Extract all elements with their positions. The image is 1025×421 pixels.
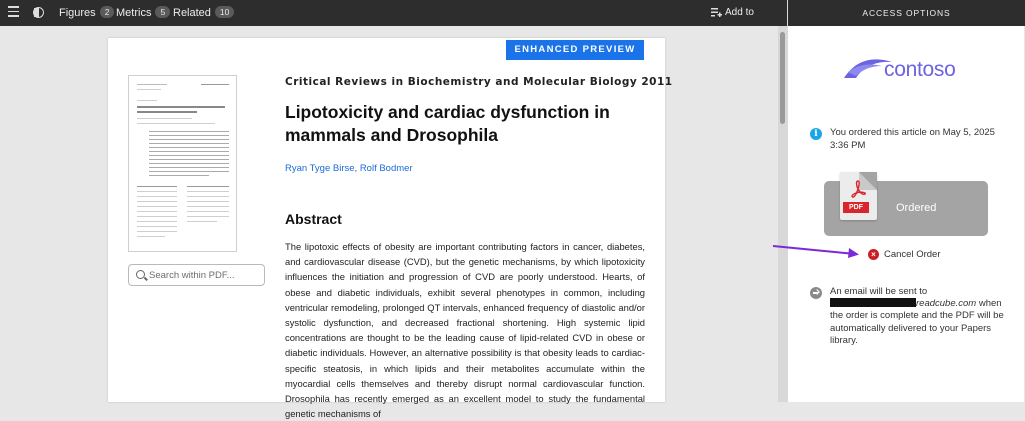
abstract-text: The lipotoxic effects of obesity are important contributing factors in cancer, diabetes, and cardiovascular disease (CVD), but the genetic mechanisms, by which lipotoxicity influences the initiation and progression of CVD are poorly understood. Hearts, of obese and diabetic individuals, exhibit several phenotypes in common, including ventricular remodeling, prolonged QT intervals, enhanced frequency of diastolic and/or systolic dysfunction, and decreased fractional shortening. High systemic lipid concentrations are thought to be the leading cause of lipid-related CVD in obese or diabetic individuals. However, an alternative possibility is that obesity leads to cardiac-specific steatosis, in which lipids and their metabolites accumulate within the myocardial cells themselves and thereby disrupt normal cardiovascular function. Drosophila has recently emerged as an excellent model to study the fundamental genetic mechanisms of — [285, 241, 645, 420]
cancel-x-icon: × — [868, 249, 879, 260]
arrow-right-icon — [810, 287, 822, 299]
email-suffix: when the order is complete and the PDF will be automatically delivered to your Papers library. — [830, 298, 1004, 346]
author-link[interactable]: Ryan Tyge Birse — [285, 163, 355, 174]
acrobat-icon — [850, 180, 867, 198]
access-options-panel — [787, 0, 1024, 402]
redacted-email — [830, 298, 916, 307]
abstract-heading: Abstract — [285, 211, 342, 227]
metrics-count-badge: 5 — [155, 6, 170, 18]
ordered-pdf-card[interactable] — [824, 181, 988, 236]
metrics-tab[interactable] — [116, 0, 170, 26]
author-separator: , — [354, 163, 358, 174]
document-scrollbar[interactable] — [778, 26, 787, 402]
add-to-library-button[interactable] — [711, 0, 787, 26]
cancel-order-label: Cancel Order — [884, 249, 941, 260]
author-link[interactable]: Rolf Bodmer — [359, 163, 413, 174]
related-label: Related — [173, 7, 211, 19]
menu-icon[interactable] — [8, 6, 19, 19]
annotation-arrow-icon — [771, 242, 861, 262]
email-notice-text — [830, 286, 1010, 347]
figures-count-badge: 2 — [100, 6, 115, 18]
email-prefix: An email will be sent to — [830, 286, 928, 297]
contoso-logo — [842, 52, 972, 88]
pdf-search-input[interactable] — [149, 268, 261, 282]
enhanced-preview-badge: ENHANCED PREVIEW — [506, 40, 644, 60]
related-count-badge: 10 — [215, 6, 234, 18]
author-list — [285, 163, 413, 174]
pdf-tag: PDF — [843, 202, 869, 213]
article-title: Lipotoxicity and cardiac dysfunction in mammals and Drosophila — [285, 102, 610, 145]
logo-wordmark: contoso — [884, 58, 956, 81]
figures-tab[interactable] — [59, 0, 114, 26]
scrollbar-thumb[interactable] — [780, 32, 785, 124]
figures-label: Figures — [59, 7, 96, 19]
pdf-thumbnail[interactable] — [128, 75, 237, 252]
ordered-status-label: Ordered — [896, 202, 937, 214]
metrics-label: Metrics — [116, 7, 152, 19]
search-icon — [136, 270, 145, 279]
email-domain: readcube.com — [916, 298, 977, 310]
contrast-icon[interactable] — [33, 7, 44, 18]
pdf-file-icon — [840, 172, 877, 220]
info-icon: i — [810, 128, 822, 140]
panel-header: ACCESS OPTIONS — [788, 0, 1025, 26]
journal-name: Critical Reviews in Biochemistry and Molecular Biology 2011 — [285, 76, 673, 88]
order-info-text: You ordered this article on May 5, 2025 3:36 PM — [830, 127, 995, 151]
related-tab[interactable] — [173, 0, 234, 26]
pdf-search-box[interactable] — [128, 264, 265, 286]
add-to-library-icon — [711, 8, 722, 17]
add-to-library-label: Add to — [725, 7, 754, 18]
top-toolbar — [0, 0, 787, 26]
